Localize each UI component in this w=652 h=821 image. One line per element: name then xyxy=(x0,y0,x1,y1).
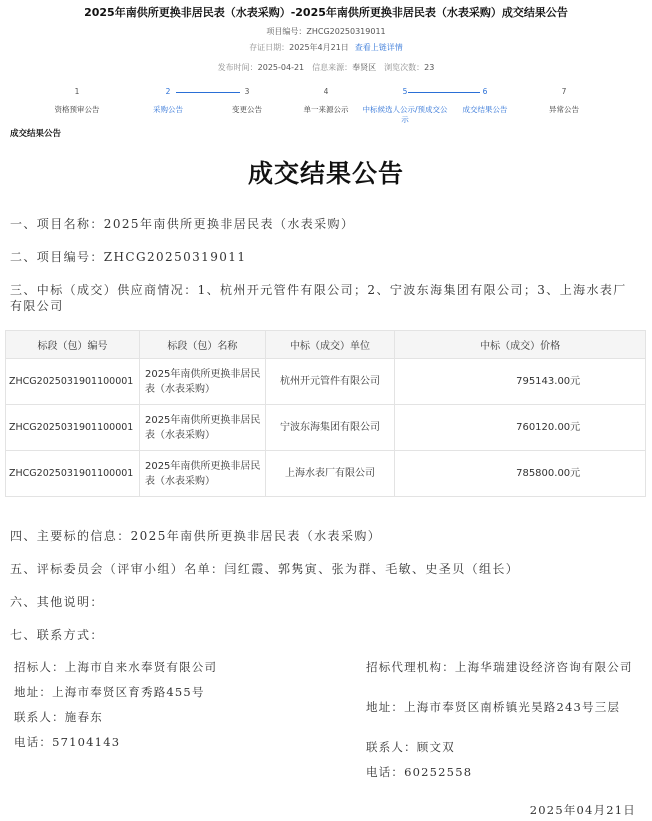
lot-code-cell: ZHCG2025031901100001 xyxy=(6,405,140,451)
project-name-paragraph: 一、项目名称：2025年南供所更换非居民表（水表采购） xyxy=(10,217,355,231)
lot-code-cell: ZHCG2025031901100001 xyxy=(6,451,140,497)
winner-cell: 杭州开元管件有限公司 xyxy=(265,359,395,405)
price-value: 785800.00元 xyxy=(516,468,581,479)
suppliers-paragraph: 三、中标（成交）供应商情况：1、杭州开元管件有限公司；2、宁波东海集团有限公司；3、上海水表厂有限公司 xyxy=(10,283,627,313)
publish-info-line xyxy=(0,62,652,73)
tenderer-name: 招标人：上海市自来水奉贤有限公司 xyxy=(14,660,218,674)
process-stepper xyxy=(0,86,652,130)
agency-name: 招标代理机构：上海华瑞建设经济咨询有限公司 xyxy=(366,660,633,674)
step-label: 成交结果公告 xyxy=(462,105,508,114)
lot-name-cell: 2025年南供所更换非居民表（水表采购） xyxy=(139,451,265,497)
step-label: 采购公告 xyxy=(153,105,183,114)
project-no-label: 项目编号： xyxy=(266,27,307,36)
agency-contact-person: 联系人：顾文双 xyxy=(366,740,455,754)
step-number: 7 xyxy=(561,87,567,96)
winner-cell: 上海水表厂有限公司 xyxy=(265,451,395,497)
header-lot-name: 标段（包）名称 xyxy=(139,331,265,359)
source-label: 信息来源： xyxy=(312,63,353,72)
header-winner: 中标（成交）单位 xyxy=(265,331,395,359)
announcement-date: 2025年04月21日 xyxy=(529,803,636,817)
deposit-line xyxy=(0,42,652,53)
lot-name-cell: 2025年南供所更换非居民表（水表采购） xyxy=(139,405,265,451)
step-prequal-notice[interactable] xyxy=(27,86,127,115)
price-value: 760120.00元 xyxy=(516,422,581,433)
step-number: 1 xyxy=(74,87,80,96)
source-value: 奉贤区 xyxy=(352,63,377,72)
step-number: 5 xyxy=(402,87,408,96)
chain-details-link[interactable]: 查看上链详情 xyxy=(354,43,403,52)
price-cell xyxy=(395,359,646,405)
table-row xyxy=(6,405,646,451)
step-number: 6 xyxy=(482,87,488,96)
agency-phone: 电话：60252558 xyxy=(366,765,473,779)
project-number-line xyxy=(0,26,652,37)
contact-heading: 七、联系方式： xyxy=(10,628,104,642)
tenderer-contact-person: 联系人：施春东 xyxy=(14,710,103,724)
step-number: 2 xyxy=(165,87,171,96)
price-cell xyxy=(395,451,646,497)
committee-paragraph: 五、评标委员会（评审小组）名单：闫红霞、郭隽寅、张为群、毛敏、史圣贝（组长） xyxy=(10,562,520,576)
step-label: 中标候选人公示/预成交公示 xyxy=(362,105,448,124)
lot-code-cell: ZHCG2025031901100001 xyxy=(6,359,140,405)
views-label: 浏览次数： xyxy=(384,63,425,72)
deposit-date-label: 存证日期： xyxy=(249,43,290,52)
main-subject-paragraph: 四、主要标的信息：2025年南供所更换非居民表（水表采购） xyxy=(10,529,382,543)
header-lot-code: 标段（包）编号 xyxy=(6,331,140,359)
step-exception-notice[interactable] xyxy=(514,86,614,115)
step-label: 异常公告 xyxy=(549,105,579,114)
step-number: 3 xyxy=(244,87,250,96)
page-title: 2025年南供所更换非居民表（水表采购）-2025年南供所更换非居民表（水表采购）成交结果公告 xyxy=(84,6,568,19)
deposit-date-value: 2025年4月21日 xyxy=(289,43,349,52)
header-price: 中标（成交）价格 xyxy=(395,331,646,359)
tenderer-phone: 电话：57104143 xyxy=(14,735,121,749)
award-table xyxy=(5,330,646,497)
publish-time-label: 发布时间： xyxy=(217,63,258,72)
document-title: 成交结果公告 xyxy=(247,159,404,188)
step-label: 单一来源公示 xyxy=(303,105,349,114)
table-header-row xyxy=(6,331,646,359)
table-row xyxy=(6,451,646,497)
agency-address: 地址：上海市奉贤区南桥镇光昊路243号三层 xyxy=(366,700,621,714)
winner-cell: 宁波东海集团有限公司 xyxy=(265,405,395,451)
section-label: 成交结果公告 xyxy=(10,129,62,139)
table-row xyxy=(6,359,646,405)
project-number-paragraph: 二、项目编号：ZHCG20250319011 xyxy=(10,250,247,264)
other-notes-paragraph: 六、其他说明： xyxy=(10,595,104,609)
step-number: 4 xyxy=(323,87,329,96)
views-value: 23 xyxy=(424,63,435,72)
step-label: 变更公告 xyxy=(232,105,262,114)
project-no-value: ZHCG20250319011 xyxy=(306,27,386,36)
tenderer-address: 地址：上海市奉贤区育秀路455号 xyxy=(14,685,205,699)
publish-time-value: 2025-04-21 xyxy=(257,63,305,72)
lot-name-cell: 2025年南供所更换非居民表（水表采购） xyxy=(139,359,265,405)
price-value: 795143.00元 xyxy=(516,376,581,387)
price-cell xyxy=(395,405,646,451)
step-label: 资格预审公告 xyxy=(54,105,100,114)
